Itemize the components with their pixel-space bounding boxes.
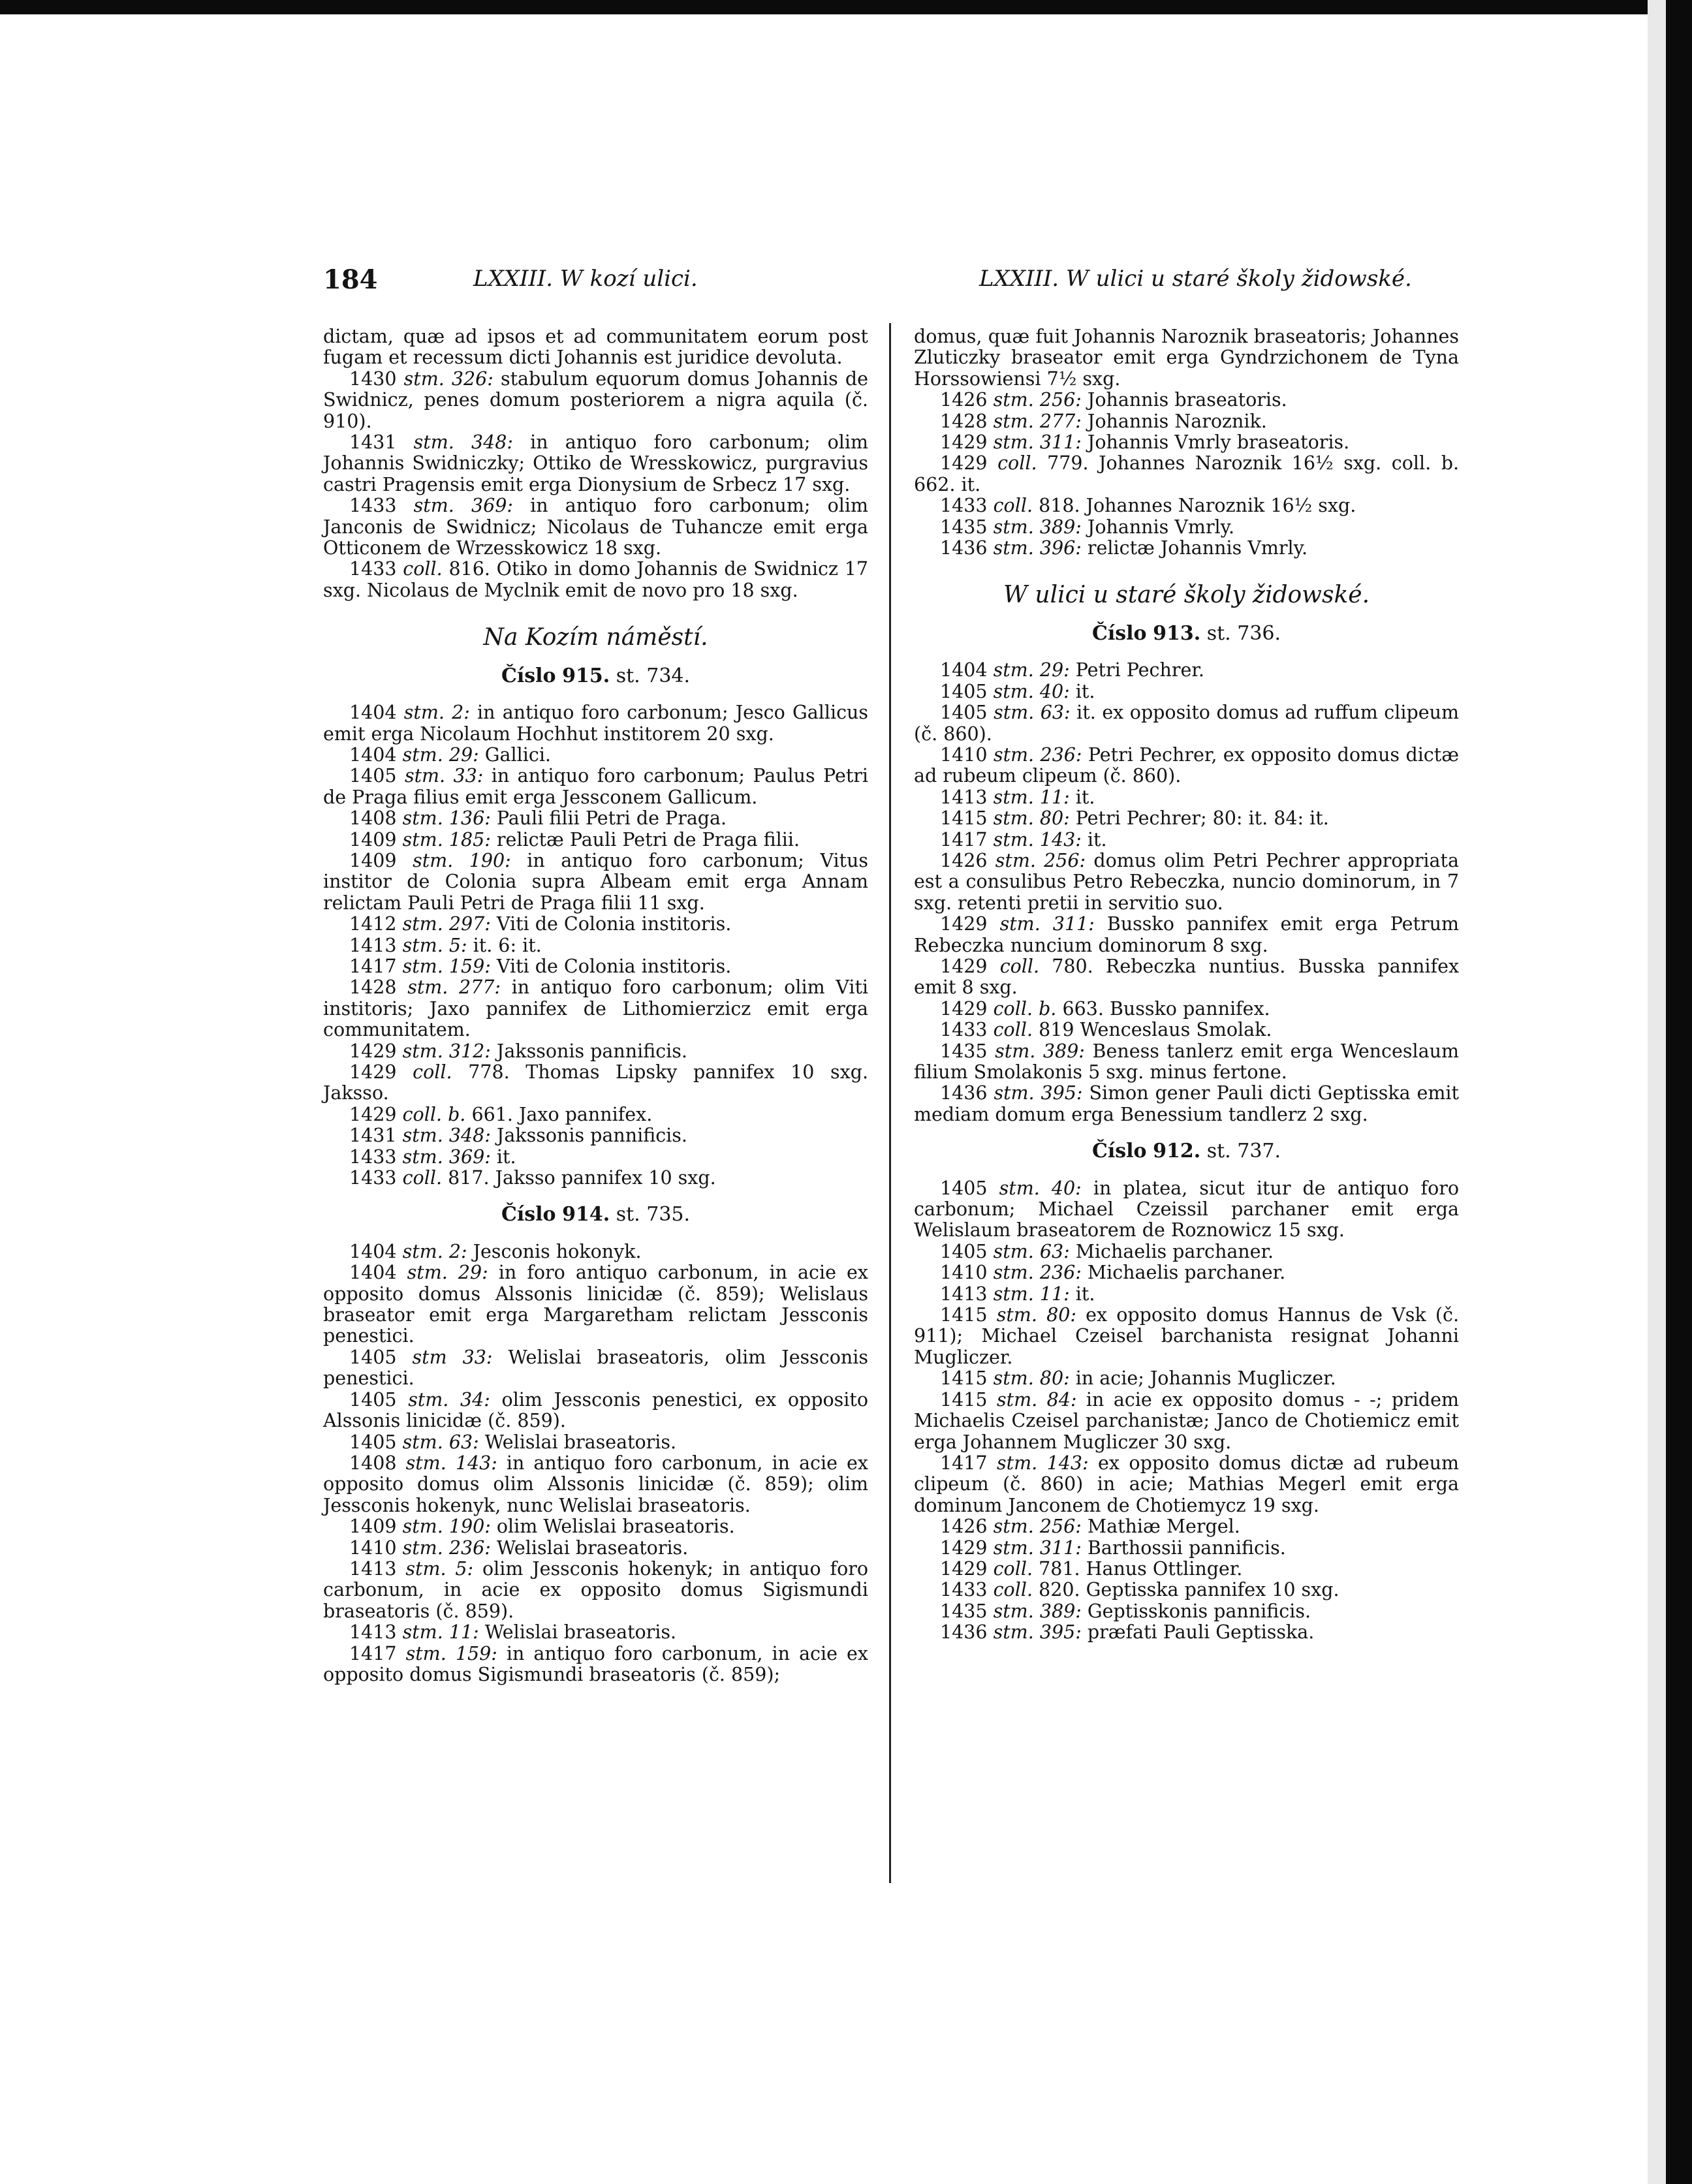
register-entry (914, 956, 1459, 999)
register-entry (323, 1559, 868, 1622)
entry-year: 1410 (349, 1537, 397, 1559)
entry-text: 779. Johannes Naroznik 16½ sxg. coll. b. 662. it. (914, 452, 1460, 495)
entry-text: Viti de Colonia institoris. (496, 955, 732, 977)
house-number-heading (323, 1204, 868, 1225)
entry-source: stm. 395: (993, 1621, 1082, 1644)
register-entry (914, 999, 1459, 1020)
entry-year: 1417 (349, 955, 397, 977)
register-entry (914, 702, 1459, 745)
entry-text: olim Welislai braseatoris. (496, 1516, 735, 1538)
register-entry (323, 369, 868, 432)
entry-source: stm. 33: (404, 765, 484, 787)
entry-year: 1410 (940, 743, 988, 766)
entry-source: stm. 256: (995, 849, 1086, 871)
entry-source: stm. 159: (405, 1642, 497, 1664)
entry-year: 1405 (940, 702, 988, 724)
entry-source: stm. 369: (402, 1146, 491, 1168)
entry-year: 1428 (349, 976, 397, 999)
cislo-word: Číslo (1091, 1140, 1147, 1163)
house-number-heading (914, 1141, 1459, 1162)
entry-text: Pauli filii Petri de Praga. (496, 807, 727, 830)
entry-text: 819 Wenceslaus Smolak. (1039, 1019, 1272, 1041)
entry-text: Welislai braseatoris. (496, 1537, 689, 1559)
section-heading: Na Kozím náměstí. (483, 624, 708, 651)
entry-source: stm. 11: (402, 1621, 479, 1644)
register-entry (914, 1559, 1459, 1580)
entry-text: relictæ Johannis Vmrly. (1087, 537, 1308, 559)
register-entry (323, 1147, 868, 1168)
entry-text: Petri Pechrer. (1075, 659, 1204, 681)
entry-source: stm. 143: (996, 1452, 1089, 1474)
entry-text: 663. Bussko pannifex. (1062, 997, 1270, 1020)
register-entry (323, 808, 868, 829)
entry-source: stm. 311: (993, 431, 1082, 454)
entry-text: 780. Rebeczka nuntius. Busska pannifex emit 8 sxg. (914, 955, 1460, 999)
entry-text: in acie ex opposito domus - -; pridem Michaelis Czeisel parchanistæ; Janco de Chotiemicz emit erga Johannem Mugliczer 30 sxg. (914, 1388, 1459, 1453)
entry-text: in antiquo foro carbonum; Jesco Gallicus emit erga Nicolaum Hochhut institorem 20 sxg. (323, 702, 869, 745)
continuation-text: dictam, quæ ad ipsos et ad communitatem eorum post fugam et recessum dicti Johannis est juridice devoluta. (323, 326, 868, 369)
entry-year: 1417 (940, 828, 988, 850)
register-entry (323, 830, 868, 850)
entry-source: stm. 11: (993, 1283, 1070, 1305)
entry-year: 1430 (349, 367, 397, 390)
entry-text: Welislai braseatoris, olim Jessconis penestici. (323, 1346, 869, 1390)
register-entry (323, 1432, 868, 1453)
register-entry (914, 850, 1459, 914)
register-entry (323, 977, 868, 1040)
running-header (215, 264, 1501, 304)
entry-source: stm. 311: (999, 913, 1095, 935)
entry-source: coll. (993, 1579, 1033, 1601)
entry-text: domus olim Petri Pechrer appropriata est a consulibus Petro Rebeczka, nuncio dominorum, in 7 sxg. retenti pretii in servitio suo. (914, 849, 1459, 914)
register-entry (914, 453, 1459, 495)
register-entry (323, 1347, 868, 1390)
entry-year: 1417 (349, 1642, 397, 1664)
entry-text: it. (496, 1146, 516, 1168)
cislo-st: st. 734. (616, 664, 691, 687)
entry-year: 1429 (940, 955, 988, 977)
entry-year: 1408 (349, 807, 397, 830)
register-entry (323, 495, 868, 559)
register-entry (914, 745, 1459, 787)
register-entry (914, 538, 1459, 559)
entry-text: olim Jessconis penestici, ex opposito Alssonis linicidæ (č. 859). (323, 1388, 869, 1432)
register-entry (914, 1041, 1459, 1084)
entry-source: stm. 2: (402, 1240, 467, 1262)
entry-text: in antiquo foro carbonum; Vitus institor de Colonia supra Albeam emit erga Annam relictam Pauli Petri de Praga filii 11 sxg. (323, 849, 868, 914)
page-edge (1648, 0, 1666, 2184)
register-entry (914, 787, 1459, 808)
entry-year: 1433 (349, 1167, 397, 1189)
entry-source: stm. 312: (402, 1040, 491, 1062)
entry-source: stm. 256: (993, 1516, 1082, 1538)
entry-year: 1405 (349, 1431, 397, 1453)
register-entry (914, 432, 1459, 453)
entry-source: stm. 236: (993, 743, 1082, 766)
register-entry (323, 1168, 868, 1189)
register-entry (323, 1644, 868, 1686)
entry-year: 1435 (940, 1040, 988, 1062)
entry-source: stm. 256: (993, 389, 1082, 411)
entry-text: Johannis braseatoris. (1087, 389, 1287, 411)
entry-text: Beness tanlerz emit erga Wenceslaum filium Smolakonis 5 sxg. minus fertone. (914, 1040, 1459, 1083)
entry-year: 1436 (940, 1621, 988, 1644)
house-number-heading (323, 666, 868, 687)
register-entry (323, 1041, 868, 1062)
entry-text: 818. Johannes Naroznik 16½ sxg. (1039, 495, 1356, 517)
register-entry (914, 390, 1459, 411)
register-entry (323, 745, 868, 766)
entry-source: stm. 136: (402, 807, 491, 830)
document-page (215, 0, 1501, 2184)
entry-source: stm. 63: (994, 702, 1071, 724)
entry-source: coll. (993, 1019, 1033, 1041)
entry-text: it. (1075, 786, 1095, 808)
entry-year: 1405 (940, 1240, 988, 1262)
register-entry (914, 1622, 1459, 1643)
entry-year: 1433 (940, 1579, 988, 1601)
entry-text: stabulum equorum domus Johannis de Swidnicz, penes domum posteriorem a nigra aquila (č. 910). (323, 367, 868, 432)
entry-year: 1404 (349, 702, 397, 724)
entry-source: stm. 34: (408, 1388, 490, 1411)
register-entry (914, 1538, 1459, 1559)
entry-source: stm. 84: (996, 1388, 1077, 1411)
entry-source: coll. (997, 452, 1037, 475)
register-entry (323, 1538, 868, 1559)
entry-text: it. (1075, 1283, 1095, 1305)
entry-text: Jesconis hokonyk. (473, 1240, 642, 1262)
entry-text: it. (1075, 680, 1095, 702)
cislo-word: Číslo (1091, 621, 1147, 645)
entry-source: stm. 143: (993, 828, 1082, 850)
entry-year: 1429 (349, 1040, 397, 1062)
register-entry (914, 1020, 1459, 1040)
entry-text: præfati Pauli Geptisska. (1087, 1621, 1315, 1644)
entry-year: 1404 (349, 743, 397, 766)
register-entry (914, 1601, 1459, 1622)
entry-text: olim Jessconis hokenyk; in antiquo foro carbonum, in acie ex opposito domus Sigismundi braseatoris (č. 859). (323, 1557, 869, 1622)
entry-text: 817. Jaksso pannifex 10 sxg. (448, 1167, 716, 1189)
entry-text: Welislai braseatoris. (484, 1431, 677, 1453)
register-entry (914, 681, 1459, 702)
entry-text: 661. Jaxo pannifex. (471, 1103, 653, 1125)
entry-source: coll. b. (993, 997, 1057, 1020)
entry-source: stm. 277: (407, 976, 501, 999)
entry-year: 1436 (940, 1082, 988, 1104)
entry-source: stm. 326: (403, 367, 494, 390)
entry-year: 1431 (349, 431, 397, 454)
entry-source: coll. (413, 1061, 452, 1083)
entry-text: Petri Pechrer; 80: it. 84: it. (1075, 807, 1329, 830)
entry-source: coll. b. (402, 1103, 466, 1125)
entry-text: Michaelis parchaner. (1075, 1240, 1274, 1262)
entry-text: Michaelis parchaner. (1087, 1262, 1286, 1284)
entry-year: 1404 (349, 1262, 397, 1284)
entry-text: Barthossii pannificis. (1087, 1537, 1286, 1559)
entry-year: 1429 (940, 431, 988, 454)
register-entry (914, 1516, 1459, 1537)
register-entry (323, 1516, 868, 1537)
entry-source: stm. 395: (994, 1082, 1083, 1104)
register-entry (323, 559, 868, 601)
entry-year: 1408 (349, 1452, 397, 1474)
entry-source: stm. 236: (402, 1537, 491, 1559)
entry-text: Viti de Colonia institoris. (496, 913, 732, 935)
entry-year: 1413 (349, 1621, 397, 1644)
entry-year: 1415 (940, 1304, 988, 1326)
entry-source: stm. 80: (993, 807, 1070, 830)
entry-source: coll. (402, 1167, 443, 1189)
entry-source: stm. 63: (402, 1431, 479, 1453)
page-number: 184 (323, 264, 378, 295)
entry-text: ex opposito domus dictæ ad rubeum clipeum (č. 860) in acie; Mathias Megerl emit erga dominum Janconem de Chotiemycz 19 sxg. (914, 1452, 1460, 1516)
entry-source: stm. 389: (993, 1600, 1082, 1622)
register-entry (323, 850, 868, 914)
entry-year: 1433 (349, 558, 397, 580)
entry-text: Jakssonis pannificis. (496, 1040, 687, 1062)
entry-year: 1428 (940, 410, 988, 432)
cislo-st: st. 736. (1206, 621, 1281, 645)
entry-year: 1429 (940, 913, 988, 935)
entry-source: stm. 348: (413, 431, 513, 454)
entry-source: stm. 29: (407, 1262, 488, 1284)
entry-year: 1409 (349, 1516, 397, 1538)
entry-source: stm. 40: (999, 1177, 1082, 1199)
entry-source: coll. (403, 558, 443, 580)
entry-year: 1433 (940, 495, 988, 517)
register-entry (914, 914, 1459, 956)
entry-text: it. (1087, 828, 1107, 850)
register-entry (323, 914, 868, 935)
entry-source: stm. 389: (995, 1040, 1085, 1062)
register-entry (914, 1368, 1459, 1389)
entry-text: in antiquo foro carbonum; olim Johannis Swidniczky; Ottiko de Wresskowicz, purgravius castri Pragensis emit erga Dionysium de Srbecz 17 sxg. (323, 431, 868, 495)
entry-source: stm. 29: (993, 659, 1070, 681)
entry-year: 1435 (940, 516, 988, 538)
entry-source: stm. 80: (996, 1304, 1076, 1326)
register-entry (914, 660, 1459, 681)
entry-text: 820. Geptisska pannifex 10 sxg. (1039, 1579, 1340, 1601)
register-entry (914, 1305, 1459, 1368)
entry-year: 1409 (349, 828, 397, 850)
entry-source: stm. 29: (402, 743, 479, 766)
cislo-word: Číslo (501, 1203, 556, 1226)
entry-year: 1405 (349, 1388, 397, 1411)
continuation-text: domus, quæ fuit Johannis Naroznik braseatoris; Johannes Zluticzky braseator emit erga Gyndrzichonem de Tyna Horssowiensi 7½ sxg. (914, 326, 1459, 390)
entry-text: 816. Otiko in domo Johannis de Swidnicz 17 sxg. Nicolaus de Myclnik emit de novo pro 18 sxg. (323, 558, 869, 601)
entry-source: stm. 63: (993, 1240, 1070, 1262)
entry-year: 1429 (940, 1537, 988, 1559)
entry-year: 1413 (940, 786, 988, 808)
register-entry (323, 1104, 868, 1125)
register-entry (914, 1453, 1459, 1516)
entry-source: stm. 80: (993, 1367, 1070, 1390)
entry-year: 1405 (940, 1177, 988, 1199)
running-head-right: LXXIII. W ulici u staré školy židowské. (979, 266, 1412, 292)
entry-text: Geptisskonis pannificis. (1087, 1600, 1311, 1622)
register-entry (914, 808, 1459, 829)
entry-year: 1429 (940, 452, 988, 475)
entry-text: Welislai braseatoris. (484, 1621, 677, 1644)
entry-year: 1413 (940, 1283, 988, 1305)
entry-year: 1429 (940, 1557, 988, 1580)
entry-text: it. 6: it. (473, 934, 542, 956)
entry-source: stm. 11: (993, 786, 1070, 808)
register-entry (323, 935, 868, 956)
entry-year: 1413 (349, 934, 397, 956)
cislo-word: Číslo (501, 664, 556, 687)
entry-source: coll. (993, 495, 1033, 517)
entry-year: 1410 (940, 1262, 988, 1284)
register-entry (914, 495, 1459, 516)
cislo-number: 913. (1153, 621, 1201, 645)
entry-source: stm. 5: (405, 1557, 474, 1580)
entry-year: 1405 (349, 765, 397, 787)
register-entry (914, 1284, 1459, 1305)
entry-year: 1435 (940, 1600, 988, 1622)
entry-source: stm. 190: (402, 1516, 491, 1538)
right-column (914, 326, 1459, 1644)
running-head-left: LXXIII. W kozí ulici. (473, 266, 698, 292)
entry-year: 1409 (349, 849, 397, 871)
entry-source: stm. 159: (402, 955, 491, 977)
column-divider (889, 323, 891, 1883)
entry-text: in antiquo foro carbonum; Paulus Petri de Praga filius emit erga Jessconem Gallicum. (323, 765, 869, 808)
entry-source: stm. 311: (993, 1537, 1082, 1559)
entry-year: 1436 (940, 537, 988, 559)
entry-text: in foro antiquo carbonum, in acie ex opposito domus Alssonis linicidæ (č. 859); Welislaus braseator emit erga Margaretham relictam Jessconis penestici. (323, 1262, 868, 1347)
section-heading: W ulici u staré školy židowské. (1003, 582, 1370, 609)
cislo-number: 912. (1153, 1140, 1201, 1163)
cislo-number: 915. (562, 664, 610, 687)
entry-text: it. ex opposito domus ad ruffum clipeum (č. 860). (914, 702, 1459, 745)
register-entry (323, 1390, 868, 1432)
entry-text: Simon gener Pauli dicti Geptisska emit mediam domum erga Benessium tandlerz 2 sxg. (914, 1082, 1459, 1125)
entry-source: coll. (993, 1557, 1033, 1580)
register-entry (323, 1062, 868, 1104)
entry-year: 1429 (349, 1061, 397, 1083)
entry-text: Gallici. (484, 743, 551, 766)
register-entry (914, 830, 1459, 850)
register-entry (914, 1262, 1459, 1283)
entry-year: 1404 (940, 659, 988, 681)
entry-text: Bussko pannifex emit erga Petrum Rebeczka nuncium dominorum 8 sxg. (914, 913, 1460, 956)
entry-source: stm. 297: (402, 913, 491, 935)
entry-text: Mathiæ Mergel. (1087, 1516, 1240, 1538)
entry-source: stm. 143: (405, 1452, 497, 1474)
entry-text: 778. Thomas Lipsky pannifex 10 sxg. Jaksso. (323, 1061, 869, 1104)
entry-year: 1426 (940, 389, 988, 411)
entry-text: in acie; Johannis Mugliczer. (1075, 1367, 1336, 1390)
entry-year: 1433 (940, 1019, 988, 1041)
entry-text: Johannis Naroznik. (1087, 410, 1267, 432)
entry-text: Petri Pechrer, ex opposito domus dictæ ad rubeum clipeum (č. 860). (914, 743, 1460, 787)
entry-year: 1417 (940, 1452, 988, 1474)
register-entry (323, 1241, 868, 1262)
entry-text: 781. Hanus Ottlinger. (1039, 1557, 1243, 1580)
register-entry (914, 517, 1459, 538)
entry-text: ex opposito domus Hannus de Vsk (č. 911); Michael Czeisel barchanista resignat Johanni Mugliczer. (914, 1304, 1459, 1368)
entry-source: stm. 389: (993, 516, 1082, 538)
entry-year: 1431 (349, 1125, 397, 1147)
entry-year: 1433 (349, 495, 397, 517)
entry-source: stm. 369: (413, 495, 513, 517)
entry-source: stm 33: (412, 1346, 493, 1368)
entry-year: 1405 (349, 1346, 397, 1368)
entry-source: stm. 40: (993, 680, 1070, 702)
entry-source: stm. 2: (403, 702, 470, 724)
entry-year: 1405 (940, 680, 988, 702)
register-entry (323, 1453, 868, 1516)
entry-source: stm. 396: (993, 537, 1082, 559)
register-entry (323, 702, 868, 745)
entry-text: in platea, sicut itur de antiquo foro carbonum; Michael Czeissil parchaner emit erga Welislaum braseatorem de Roznowicz 15 sxg. (914, 1177, 1460, 1241)
entry-source: stm. 185: (402, 828, 491, 850)
entry-year: 1426 (940, 849, 988, 871)
entry-source: stm. 277: (993, 410, 1082, 432)
entry-source: stm. 190: (413, 849, 511, 871)
entry-text: in antiquo foro carbonum; olim Janconis de Swidnicz; Nicolaus de Tuhancze emit erga Otticonem de Wrzesskowicz 18 sxg. (323, 495, 868, 559)
register-entry (914, 1083, 1459, 1125)
entry-source: stm. 348: (402, 1125, 491, 1147)
register-entry (323, 956, 868, 977)
entry-year: 1429 (349, 1103, 397, 1125)
entry-text: in antiquo foro carbonum, in acie ex opposito domus Sigismundi braseatoris (č. 859); (323, 1642, 868, 1685)
entry-text: Jakssonis pannificis. (496, 1125, 687, 1147)
register-entry (323, 1622, 868, 1643)
entry-year: 1426 (940, 1516, 988, 1538)
entry-text: Johannis Vmrly. (1087, 516, 1235, 538)
register-entry (914, 411, 1459, 432)
register-entry (914, 1241, 1459, 1262)
entry-year: 1415 (940, 1388, 988, 1411)
entry-text: in antiquo foro carbonum; olim Viti institoris; Jaxo pannifex de Lithomierzicz emit erga communitatem. (323, 976, 869, 1041)
entry-text: Johannis Vmrly braseatoris. (1087, 431, 1350, 454)
cislo-number: 914. (562, 1203, 610, 1226)
register-entry (323, 1125, 868, 1146)
entry-source: stm. 236: (993, 1262, 1082, 1284)
entry-year: 1429 (940, 997, 988, 1020)
entry-year: 1404 (349, 1240, 397, 1262)
register-entry (914, 1390, 1459, 1453)
register-entry (323, 766, 868, 808)
entry-text: relictæ Pauli Petri de Praga filii. (496, 828, 800, 850)
cislo-st: st. 737. (1206, 1140, 1281, 1163)
entry-source: coll. (999, 955, 1040, 977)
entry-year: 1415 (940, 1367, 988, 1390)
register-entry (914, 1178, 1459, 1241)
entry-year: 1413 (349, 1557, 397, 1580)
scan-border-right (1666, 0, 1692, 2184)
cislo-st: st. 735. (616, 1203, 691, 1226)
left-column (323, 326, 868, 1685)
entry-year: 1412 (349, 913, 397, 935)
register-entry (914, 1580, 1459, 1600)
register-entry (323, 432, 868, 495)
entry-source: stm. 5: (402, 934, 467, 956)
entry-year: 1433 (349, 1146, 397, 1168)
house-number-heading (914, 623, 1459, 644)
entry-year: 1415 (940, 807, 988, 830)
register-entry (323, 1262, 868, 1347)
entry-text: in antiquo foro carbonum, in acie ex opposito domus olim Alssonis linicidæ (č. 859); olim Jessconis hokenyk, nunc Welislai braseatoris. (323, 1452, 868, 1516)
